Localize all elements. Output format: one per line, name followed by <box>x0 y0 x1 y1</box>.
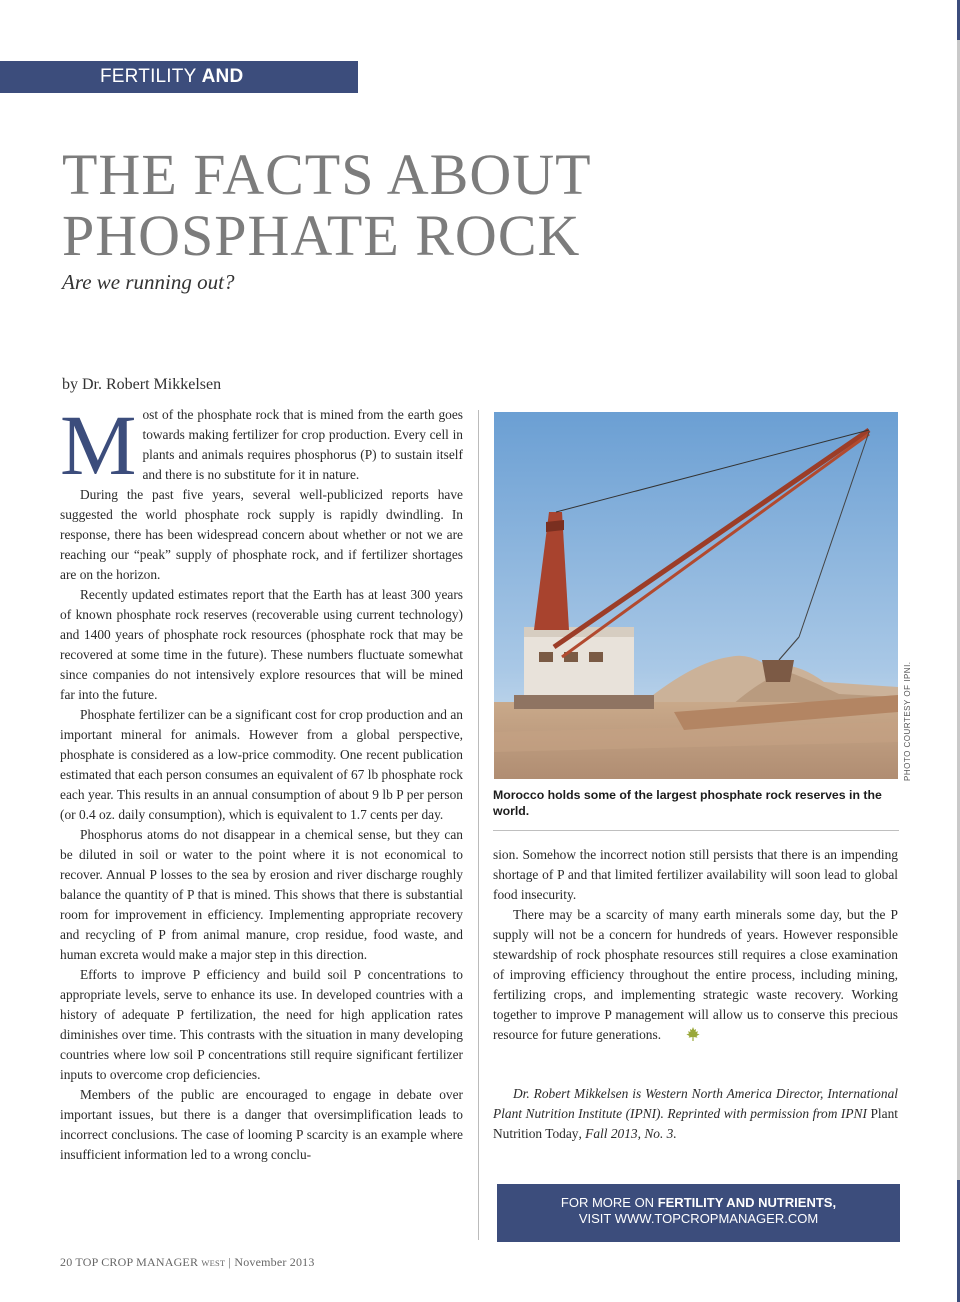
right-column <box>493 845 898 1048</box>
magazine-edition: WEST <box>201 1258 226 1268</box>
bio-publication: Plant Nutrition Today <box>493 1106 898 1141</box>
dragline-illustration <box>494 412 898 779</box>
page-footer: 20 TOP CROP MANAGER WEST | November 2013 <box>60 1255 315 1269</box>
title-line-1: THE FACTS ABOUT <box>62 142 592 207</box>
paragraph: Phosphate fertilizer can be a significant cost for crop production and an important mineral for animals. However from a global perspective, phosphate is considered as a low-price commodity. One recent publication estimated that each person consumes an equivalent of 67 lb phosphate rock each year. This results in an annual consumption of about 9 lb P per person (or 0.4 oz. daily consumption), which is equivalent to 1.7 cents per day. <box>60 707 463 822</box>
promo-line-1 <box>497 1195 900 1211</box>
bio-issue: , Fall 2013, No. 3. <box>578 1126 677 1141</box>
author-bio <box>493 1084 898 1144</box>
paragraph <box>60 397 463 493</box>
issue-date: November 2013 <box>234 1255 315 1269</box>
paragraph: During the past five years, several well-publicized reports have suggested the world phosphate rock supply is rapidly dwindling. In response, there has been widespread concern about whether or not we are reaching our “peak” supply of phosphate rock, and if fertilizer shortages are on the horizon. <box>60 487 463 582</box>
promo-prefix: FOR MORE ON <box>560 1195 658 1210</box>
paragraph <box>493 905 898 1048</box>
page-number: 20 <box>60 1255 73 1269</box>
promo-box[interactable] <box>497 1184 900 1242</box>
section-tab <box>0 61 358 119</box>
paragraph: Members of the public are encouraged to engage in debate over important issues, but there is a danger that oversimplification leads to incorrect conclusions. The case of looming P scarcity is an example where insufficient information led to a wrong conclu- <box>60 1087 463 1162</box>
paragraph-text: ost of the phosphate rock that is mined from the earth goes towards making fertilizer for crop production. Every cell in plants and animals requires phosphorus (P) to sustain itself and there is no substitute for it in nature. <box>142 407 463 482</box>
article-subtitle: Are we running out? <box>62 270 235 294</box>
magazine-name: TOP CROP MANAGER <box>75 1255 199 1269</box>
left-column <box>60 397 463 1165</box>
paragraph: sion. Somehow the incorrect notion still persists that there is an impending shortage of P and that limited fertilizer availability will soon lead to global food insecurity. <box>493 847 898 902</box>
caption-rule <box>493 830 899 831</box>
paragraph: Efforts to improve P efficiency and build soil P concentrations to appropriate levels, serve to enhance its use. In developed countries with a history of adequate P fertilization, the need for high application rates diminishes over time. This contrasts with the situation in many developing countries where low soil P concentrations still require significant fertilizer inputs to overcome crop deficiencies. <box>60 967 463 1082</box>
paragraph: Phosphorus atoms do not disappear in a chemical sense, but they can be diluted in soil or water to the point where it is not economical to recover. Annual P losses to the sea by erosion and river discharge roughly balance the quantity of P that is mined. This shows that there is substantial room for improvement in efficiency. Implementing appropriate recovery and recycling of P from animal manure, crop residue, food waste, and human excreta would make a major step in this direction. <box>60 827 463 962</box>
photo-credit: PHOTO COURTESY OF IPNI. <box>903 661 912 781</box>
paragraph-text: There may be a scarcity of many earth minerals some day, but the P supply will not be a concern for hundreds of years. However responsible stewardship of rock phosphate resources still requires a close examination of improving efficiency throughout the entire process, including mining, fertilizing crops, and implementing strategic waste recovery. Working together to improve P management will allow us to conserve this precious resource for future generations. <box>493 907 898 1042</box>
byline: by Dr. Robert Mikkelsen <box>62 376 222 393</box>
dragline-photo <box>494 412 898 779</box>
maple-leaf-icon <box>665 1026 701 1048</box>
bio-text: Dr. Robert Mikkelsen is Western North America Director, International Plant Nutrition Institute (IPNI). Reprinted with permission from IPNI <box>493 1086 898 1121</box>
article-title <box>62 144 682 266</box>
column-divider <box>478 410 479 1240</box>
promo-url[interactable]: VISIT WWW.TOPCROPMANAGER.COM <box>578 1211 819 1226</box>
promo-topic: FERTILITY AND NUTRIENTS, <box>657 1195 837 1210</box>
section-tab-light: FERTILITY <box>100 66 202 87</box>
section-tab-bold: AND NUTRIENTS <box>100 66 244 119</box>
drop-cap: M <box>60 397 137 493</box>
title-line-2: PHOSPHATE ROCK <box>62 203 581 268</box>
paragraph: Recently updated estimates report that the Earth has at least 300 years of known phosphate rock reserves (recoverable using current technology) and 1400 years of phosphate rock resources (phosphate rock that may be recovered at some time in the future). These numbers fluctuate somewhat since companies do not intensively explore resources that will be mined far into the future. <box>60 587 463 702</box>
photo-caption: Morocco holds some of the largest phosphate rock reserves in the world. <box>493 788 882 818</box>
